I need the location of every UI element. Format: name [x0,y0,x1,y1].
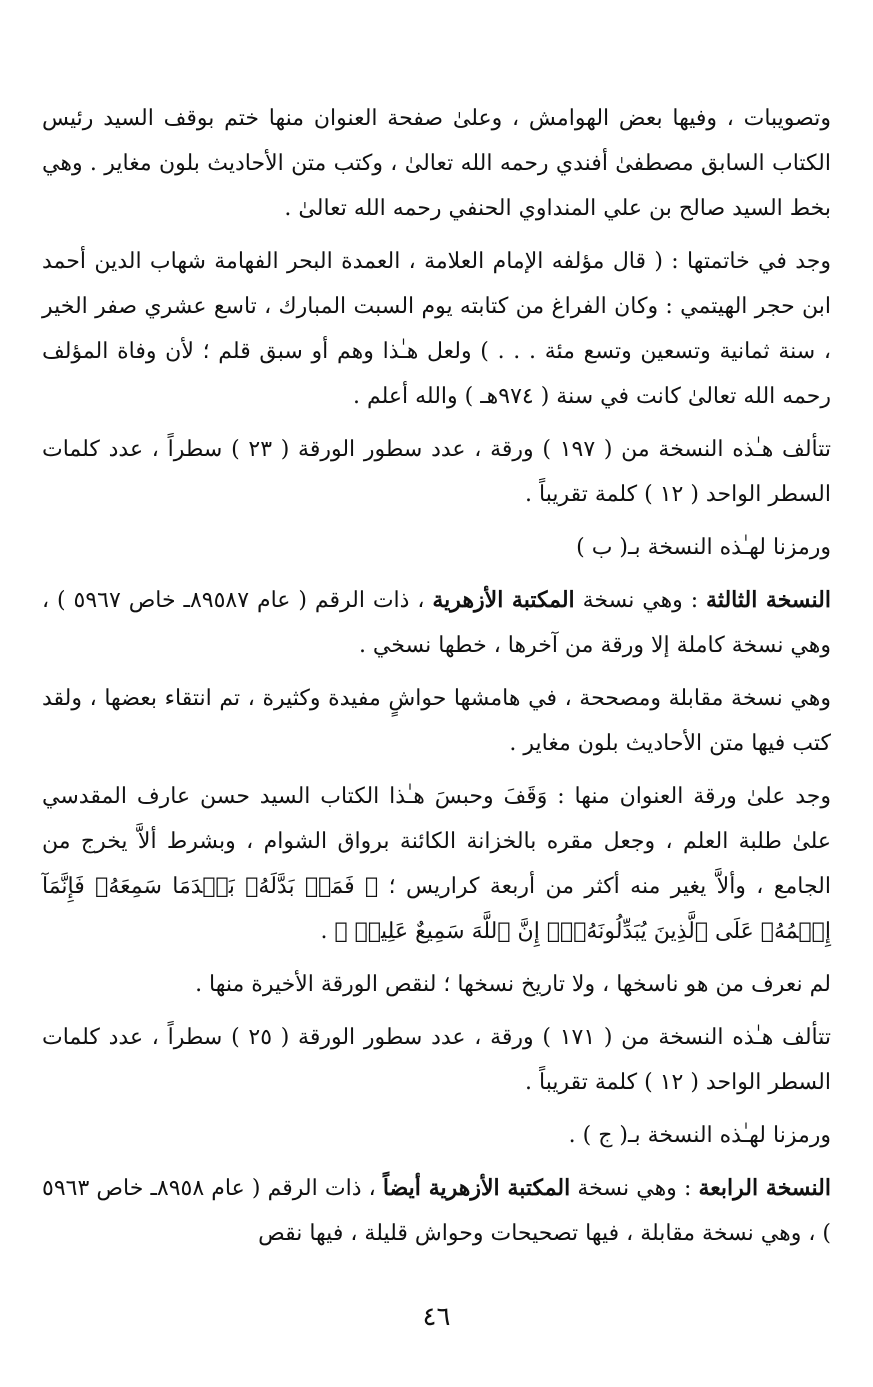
fourth-copy-sep: : وهي نسخة [570,1176,699,1201]
third-copy-rest: ، ذات الرقم ( عام ٨٩٥٨٧ـ خاص ٥٩٦٧ ) ، وهي نسخة كاملة إلا ورقة من آخرها ، خطها نسخي . [42,588,831,658]
paragraph-intro: وتصويبات ، وفيها بعض الهوامش ، وعلىٰ صفحة العنوان منها ختم بوقف السيد رئيس الكتاب السابق مصطفىٰ أفندي رحمه الله تعالىٰ ، وكتب متن الأحاديث بلون مغاير . وهي بخط السيد صالح بن علي المنداوي الحنفي رحمه الله تعالىٰ . [42,106,831,221]
paragraph-waqf [42,774,831,954]
third-copy-label: النسخة الثالثة [706,587,831,613]
paragraph-copy-c-stats: تتألف هـٰذه النسخة من ( ١٧١ ) ورقة ، عدد سطور الورقة ( ٢٥ ) سطراً ، عدد كلمات السطر الواحد ( ١٢ ) كلمة تقريباً . [42,1025,831,1095]
fourth-copy-rest: ، ذات الرقم ( عام ٨٩٥٨ـ خاص ٥٩٦٣ ) ، وهي نسخة مقابلة ، فيها تصحيحات وحواش قليلة ، فيها نقص [42,1176,831,1246]
paragraph-third-copy [42,578,831,668]
third-copy-library: المكتبة الأزهرية [432,587,575,613]
paragraph-copyist-unknown: لم نعرف من هو ناسخها ، ولا تاريخ نسخها ؛ لنقص الورقة الأخيرة منها . [195,972,831,997]
fourth-copy-library: المكتبة الأزهرية أيضاً [382,1175,571,1201]
paragraph-fourth-copy [42,1166,831,1256]
paragraph-third-copy-notes: وهي نسخة مقابلة ومصححة ، في هامشها حواشٍ مفيدة وكثيرة ، تم انتقاء بعضها ، ولقد كتب فيها متن الأحاديث بلون مغاير . [42,686,831,756]
paragraph-copy-c-symbol: ورمزنا لهـٰذه النسخة بـ( ج ) . [568,1123,831,1148]
paragraph-copy-b-stats: تتألف هـٰذه النسخة من ( ١٩٧ ) ورقة ، عدد سطور الورقة ( ٢٣ ) سطراً ، عدد كلمات السطر الواحد ( ١٢ ) كلمة تقريباً . [42,437,831,507]
third-copy-sep: : وهي نسخة [574,588,707,613]
page-number: ٤٦ [422,1302,451,1332]
paragraph-copy-b-symbol: ورمزنا لهـٰذه النسخة بـ( ب ) [576,535,831,560]
quran-verse: ﴿ فَمَنۢ بَدَّلَهُۥ بَعۡدَمَا سَمِعَهُۥ فَإِنَّمَآ إِثۡمُهُۥ عَلَى ٱلَّذِينَ يُبَدِّلُونَهُۥٓۚ إِنَّ ٱللَّهَ سَمِيعٌ عَلِيمٞ ﴾ . [42,874,831,944]
paragraph-colophon: وجد في خاتمتها : ( قال مؤلفه الإمام العلامة ، العمدة البحر الفهامة شهاب الدين أحمد ابن حجر الهيتمي : وكان الفراغ من كتابته يوم السبت المبارك ، تاسع عشري صفر الخير ، سنة ثمانية وتسعين وتسع مئة . . . ) ولعل هـٰذا وهم أو سبق قلم ؛ لأن وفاة المؤلف رحمه الله تعالىٰ كانت في سنة ( ٩٧٤هـ ) والله أعلم . [42,249,831,409]
fourth-copy-label: النسخة الرابعة [698,1175,831,1201]
waqf-text: وجد علىٰ ورقة العنوان منها : وَقَفَ وحبسَ هـٰذا الكتاب السيد حسن عارف المقدسي علىٰ طلبة العلم ، وجعل مقره بالخزانة الكائنة برواق الشوام ، وبشرط ألاَّ يخرج من الجامع ، وألاَّ يغير منه أكثر من أربعة كراريس ؛ [42,784,831,899]
